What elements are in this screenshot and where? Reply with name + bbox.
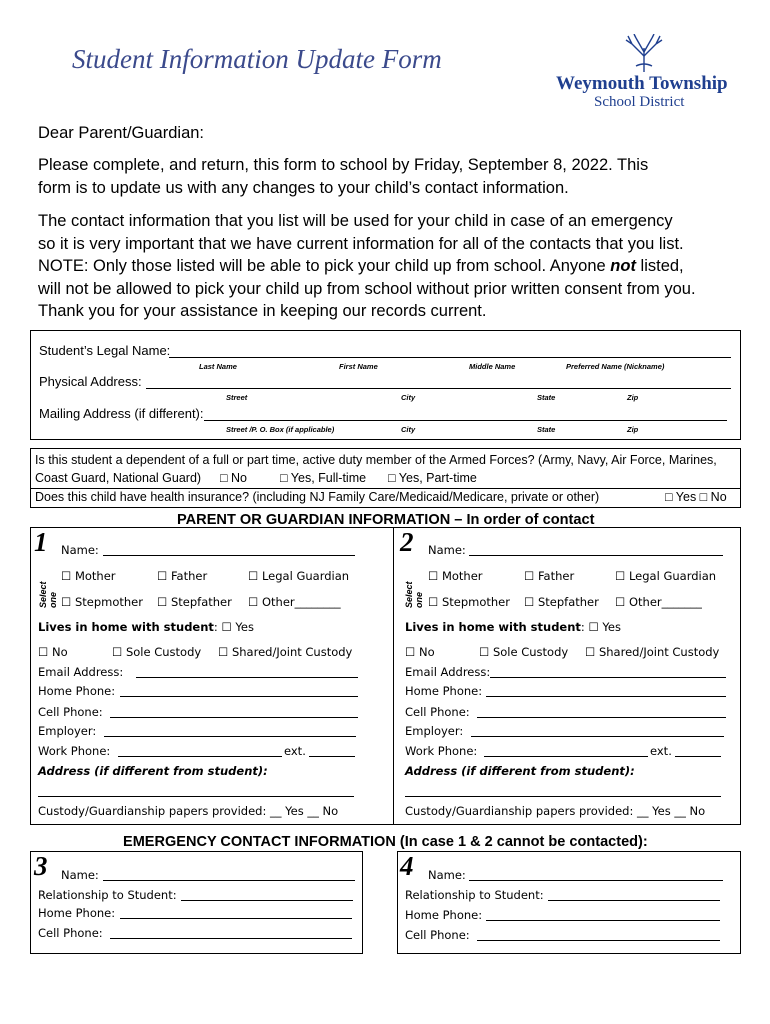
divider — [31, 488, 740, 489]
emergency-3-home-phone-label: Home Phone: — [38, 906, 116, 920]
guardian-2-employer-label: Employer: — [405, 724, 464, 738]
guardian-1-lives-yes-checkbox[interactable]: : ☐ Yes — [213, 620, 254, 634]
district-name: Weymouth Township — [556, 73, 728, 94]
guardian-2-ext-label: ext. — [650, 744, 672, 758]
state-caption: State — [537, 425, 556, 434]
paragraph-line: The contact information that you list will be used for your child in case of an emergency — [38, 212, 673, 230]
mailing-address-field[interactable] — [204, 420, 727, 421]
guardian-1-email-field[interactable] — [136, 677, 358, 678]
instructions-paragraph — [38, 154, 738, 199]
guardian-2-email-label: Email Address: — [405, 665, 491, 679]
guardian-2-name-field[interactable] — [469, 555, 723, 556]
legal-name-field[interactable] — [169, 357, 731, 358]
note-text: NOTE: Only those listed will be able to pick your child up from school. Anyone — [38, 257, 611, 275]
paragraph-line: so it is very important that we have current information for all of the contacts that you list. — [38, 234, 684, 253]
guardian-2-sole-custody-checkbox[interactable]: ☐ Sole Custody — [479, 645, 569, 659]
emergency-3-relationship-field[interactable] — [181, 900, 353, 901]
city-caption: City — [401, 425, 416, 434]
guardian-2-name-label: Name: — [428, 543, 466, 557]
emergency-4-cell-phone-label: Cell Phone: — [405, 928, 470, 942]
guardian-2-home-phone-field[interactable] — [486, 696, 726, 697]
guardian-2-lives-yes-checkbox[interactable]: : ☐ Yes — [580, 620, 621, 634]
guardian-1-number: 1 — [34, 527, 48, 557]
physical-address-field[interactable] — [146, 388, 731, 389]
paragraph-line: form is to update us with any changes to your child’s contact information. — [38, 178, 569, 197]
paragraph-line — [38, 255, 738, 278]
guardian-1-home-phone-label: Home Phone: — [38, 684, 116, 698]
salutation: Dear Parent/Guardian: — [38, 124, 205, 142]
guardian-2-home-phone-label: Home Phone: — [405, 684, 483, 698]
guardian-1-email-label: Email Address: — [38, 665, 124, 679]
guardian-1-cell-phone-label: Cell Phone: — [38, 705, 103, 719]
paragraph-line: Please complete, and return, this form to school by Friday, September 8, 2022. This — [38, 156, 649, 174]
street-caption: Street — [226, 393, 248, 402]
military-question: Is this student a dependent of a full or part time, active duty member of the Armed Forces? (Army, Navy, Air Force, Marines, — [35, 453, 717, 467]
guardian-1-home-phone-field[interactable] — [120, 696, 358, 697]
guardian-1-mother-checkbox[interactable]: ☐ Mother — [61, 569, 116, 583]
guardian-1-address-label: Address (if different from student): — [38, 764, 268, 778]
emergency-4-home-phone-label: Home Phone: — [405, 908, 483, 922]
note-text: listed, — [635, 257, 684, 275]
guardian-2-cell-phone-field[interactable] — [477, 717, 726, 718]
emergency-4-home-phone-field[interactable] — [486, 920, 720, 921]
last-name-caption: Last Name — [199, 362, 237, 371]
guardian-2-stepfather-checkbox[interactable]: ☐ Stepfather — [524, 595, 599, 609]
guardian-1-other-checkbox[interactable]: ☐ Other________ — [248, 595, 341, 609]
emergency-3-home-phone-field[interactable] — [120, 918, 352, 919]
guardian-1-work-phone-field[interactable] — [118, 756, 282, 757]
emergency-3-name-label: Name: — [61, 868, 99, 882]
paragraph-line: will not be allowed to pick your child up from school without prior written consent from you. — [38, 279, 696, 298]
guardian-1-name-field[interactable] — [103, 555, 355, 556]
emergency-4-name-field[interactable] — [469, 880, 723, 881]
military-parttime-checkbox[interactable]: □ Yes, Part-time — [388, 471, 477, 485]
emergency-3-number: 3 — [34, 851, 48, 881]
guardian-2-address-field[interactable] — [405, 796, 721, 797]
paragraph-line: Thank you for your assistance in keeping our records current. — [38, 302, 487, 320]
guardian-2-work-phone-label: Work Phone: — [405, 744, 478, 758]
military-no-checkbox[interactable]: □ No — [220, 471, 248, 485]
mailing-address-label: Mailing Address (if different): — [39, 406, 204, 421]
emergency-3-name-field[interactable] — [103, 880, 355, 881]
note-emphasis: not — [610, 257, 636, 275]
notice-paragraph — [38, 210, 738, 323]
guardian-1-ext-field[interactable] — [309, 756, 355, 757]
guardian-2-legal-guardian-checkbox[interactable]: ☐ Legal Guardian — [615, 569, 717, 583]
guardian-1-ext-label: ext. — [284, 744, 306, 758]
guardian-1-employer-label: Employer: — [38, 724, 97, 738]
insurance-checkboxes[interactable]: □ Yes □ No — [665, 490, 727, 504]
emergency-4-number: 4 — [400, 851, 414, 881]
emergency-4-name-label: Name: — [428, 868, 466, 882]
military-question-cont: Coast Guard, National Guard) — [35, 471, 202, 485]
guardian-1-shared-custody-checkbox[interactable]: ☐ Shared/Joint Custody — [218, 645, 353, 659]
emergency-4-cell-phone-field[interactable] — [477, 940, 720, 941]
guardian-1-work-phone-label: Work Phone: — [38, 744, 111, 758]
lives-label: Lives in home with student — [405, 620, 581, 634]
street-po-caption: Street /P. O. Box (if applicable) — [226, 425, 335, 434]
guardian-1-address-field[interactable] — [38, 796, 354, 797]
tree-emblem-icon — [614, 34, 674, 74]
guardian-2-employer-field[interactable] — [471, 736, 724, 737]
middle-name-caption: Middle Name — [469, 362, 516, 371]
guardian-2-work-phone-field[interactable] — [484, 756, 648, 757]
guardian-2-no-checkbox[interactable]: ☐ No — [405, 645, 435, 659]
insurance-question: Does this child have health insurance? (including NJ Family Care/Medicaid/Medicare, private or other) — [35, 490, 600, 504]
emergency-4-relationship-field[interactable] — [548, 900, 720, 901]
guardian-1-cell-phone-field[interactable] — [110, 717, 358, 718]
emergency-3-relationship-label: Relationship to Student: — [38, 888, 177, 902]
first-name-caption: First Name — [339, 362, 378, 371]
district-subtitle: School District — [594, 94, 685, 110]
city-caption: City — [401, 393, 416, 402]
emergency-3-cell-phone-field[interactable] — [110, 938, 352, 939]
guardian-2-father-checkbox[interactable]: ☐ Father — [524, 569, 575, 583]
district-logo — [556, 34, 732, 114]
guardian-1-stepfather-checkbox[interactable]: ☐ Stepfather — [157, 595, 232, 609]
preferred-name-caption: Preferred Name (Nickname) — [566, 362, 665, 371]
emergency-3-cell-phone-label: Cell Phone: — [38, 926, 103, 940]
guardian-1-stepmother-checkbox[interactable]: ☐ Stepmother — [61, 595, 143, 609]
state-caption: State — [537, 393, 556, 402]
guardian-1-select-one: Select one — [38, 581, 58, 608]
parent-section-heading: PARENT OR GUARDIAN INFORMATION – In order of contact — [177, 511, 595, 528]
military-insurance-box — [30, 448, 741, 508]
guardian-2-lives-row — [405, 620, 621, 634]
guardian-2-mother-checkbox[interactable]: ☐ Mother — [428, 569, 483, 583]
guardian-2-other-checkbox[interactable]: ☐ Other_______ — [615, 595, 702, 609]
guardian-1-legal-guardian-checkbox[interactable]: ☐ Legal Guardian — [248, 569, 350, 583]
guardian-2-email-field[interactable] — [490, 677, 726, 678]
physical-address-label: Physical Address: — [39, 374, 142, 389]
emergency-4-relationship-label: Relationship to Student: — [405, 888, 544, 902]
military-fulltime-checkbox[interactable]: □ Yes, Full-time — [280, 471, 367, 485]
guardian-2-stepmother-checkbox[interactable]: ☐ Stepmother — [428, 595, 510, 609]
guardian-2-shared-custody-checkbox[interactable]: ☐ Shared/Joint Custody — [585, 645, 720, 659]
zip-caption: Zip — [627, 393, 639, 402]
guardian-1-name-label: Name: — [61, 543, 99, 557]
guardian-1-sole-custody-checkbox[interactable]: ☐ Sole Custody — [112, 645, 202, 659]
guardian-2-address-label: Address (if different from student): — [405, 764, 635, 778]
guardian-1-father-checkbox[interactable]: ☐ Father — [157, 569, 208, 583]
guardian-2-custody-papers[interactable]: Custody/Guardianship papers provided: __ Yes __ No — [405, 804, 706, 818]
form-title: Student Information Update Form — [72, 44, 442, 74]
guardian-2-cell-phone-label: Cell Phone: — [405, 705, 470, 719]
student-info-box — [30, 330, 741, 440]
legal-name-label: Student’s Legal Name: — [39, 343, 171, 358]
guardian-2-select-one: Select one — [404, 581, 424, 608]
guardian-2-ext-field[interactable] — [675, 756, 721, 757]
guardian-2-number: 2 — [400, 527, 414, 557]
guardian-1-no-checkbox[interactable]: ☐ No — [38, 645, 68, 659]
lives-label: Lives in home with student — [38, 620, 214, 634]
guardian-1-lives-row — [38, 620, 254, 634]
zip-caption: Zip — [627, 425, 639, 434]
guardian-1-employer-field[interactable] — [104, 736, 356, 737]
guardian-1-custody-papers[interactable]: Custody/Guardianship papers provided: __ Yes __ No — [38, 804, 339, 818]
emergency-section-heading: EMERGENCY CONTACT INFORMATION (In case 1 & 2 cannot be contacted): — [123, 833, 648, 850]
column-divider — [393, 528, 394, 824]
